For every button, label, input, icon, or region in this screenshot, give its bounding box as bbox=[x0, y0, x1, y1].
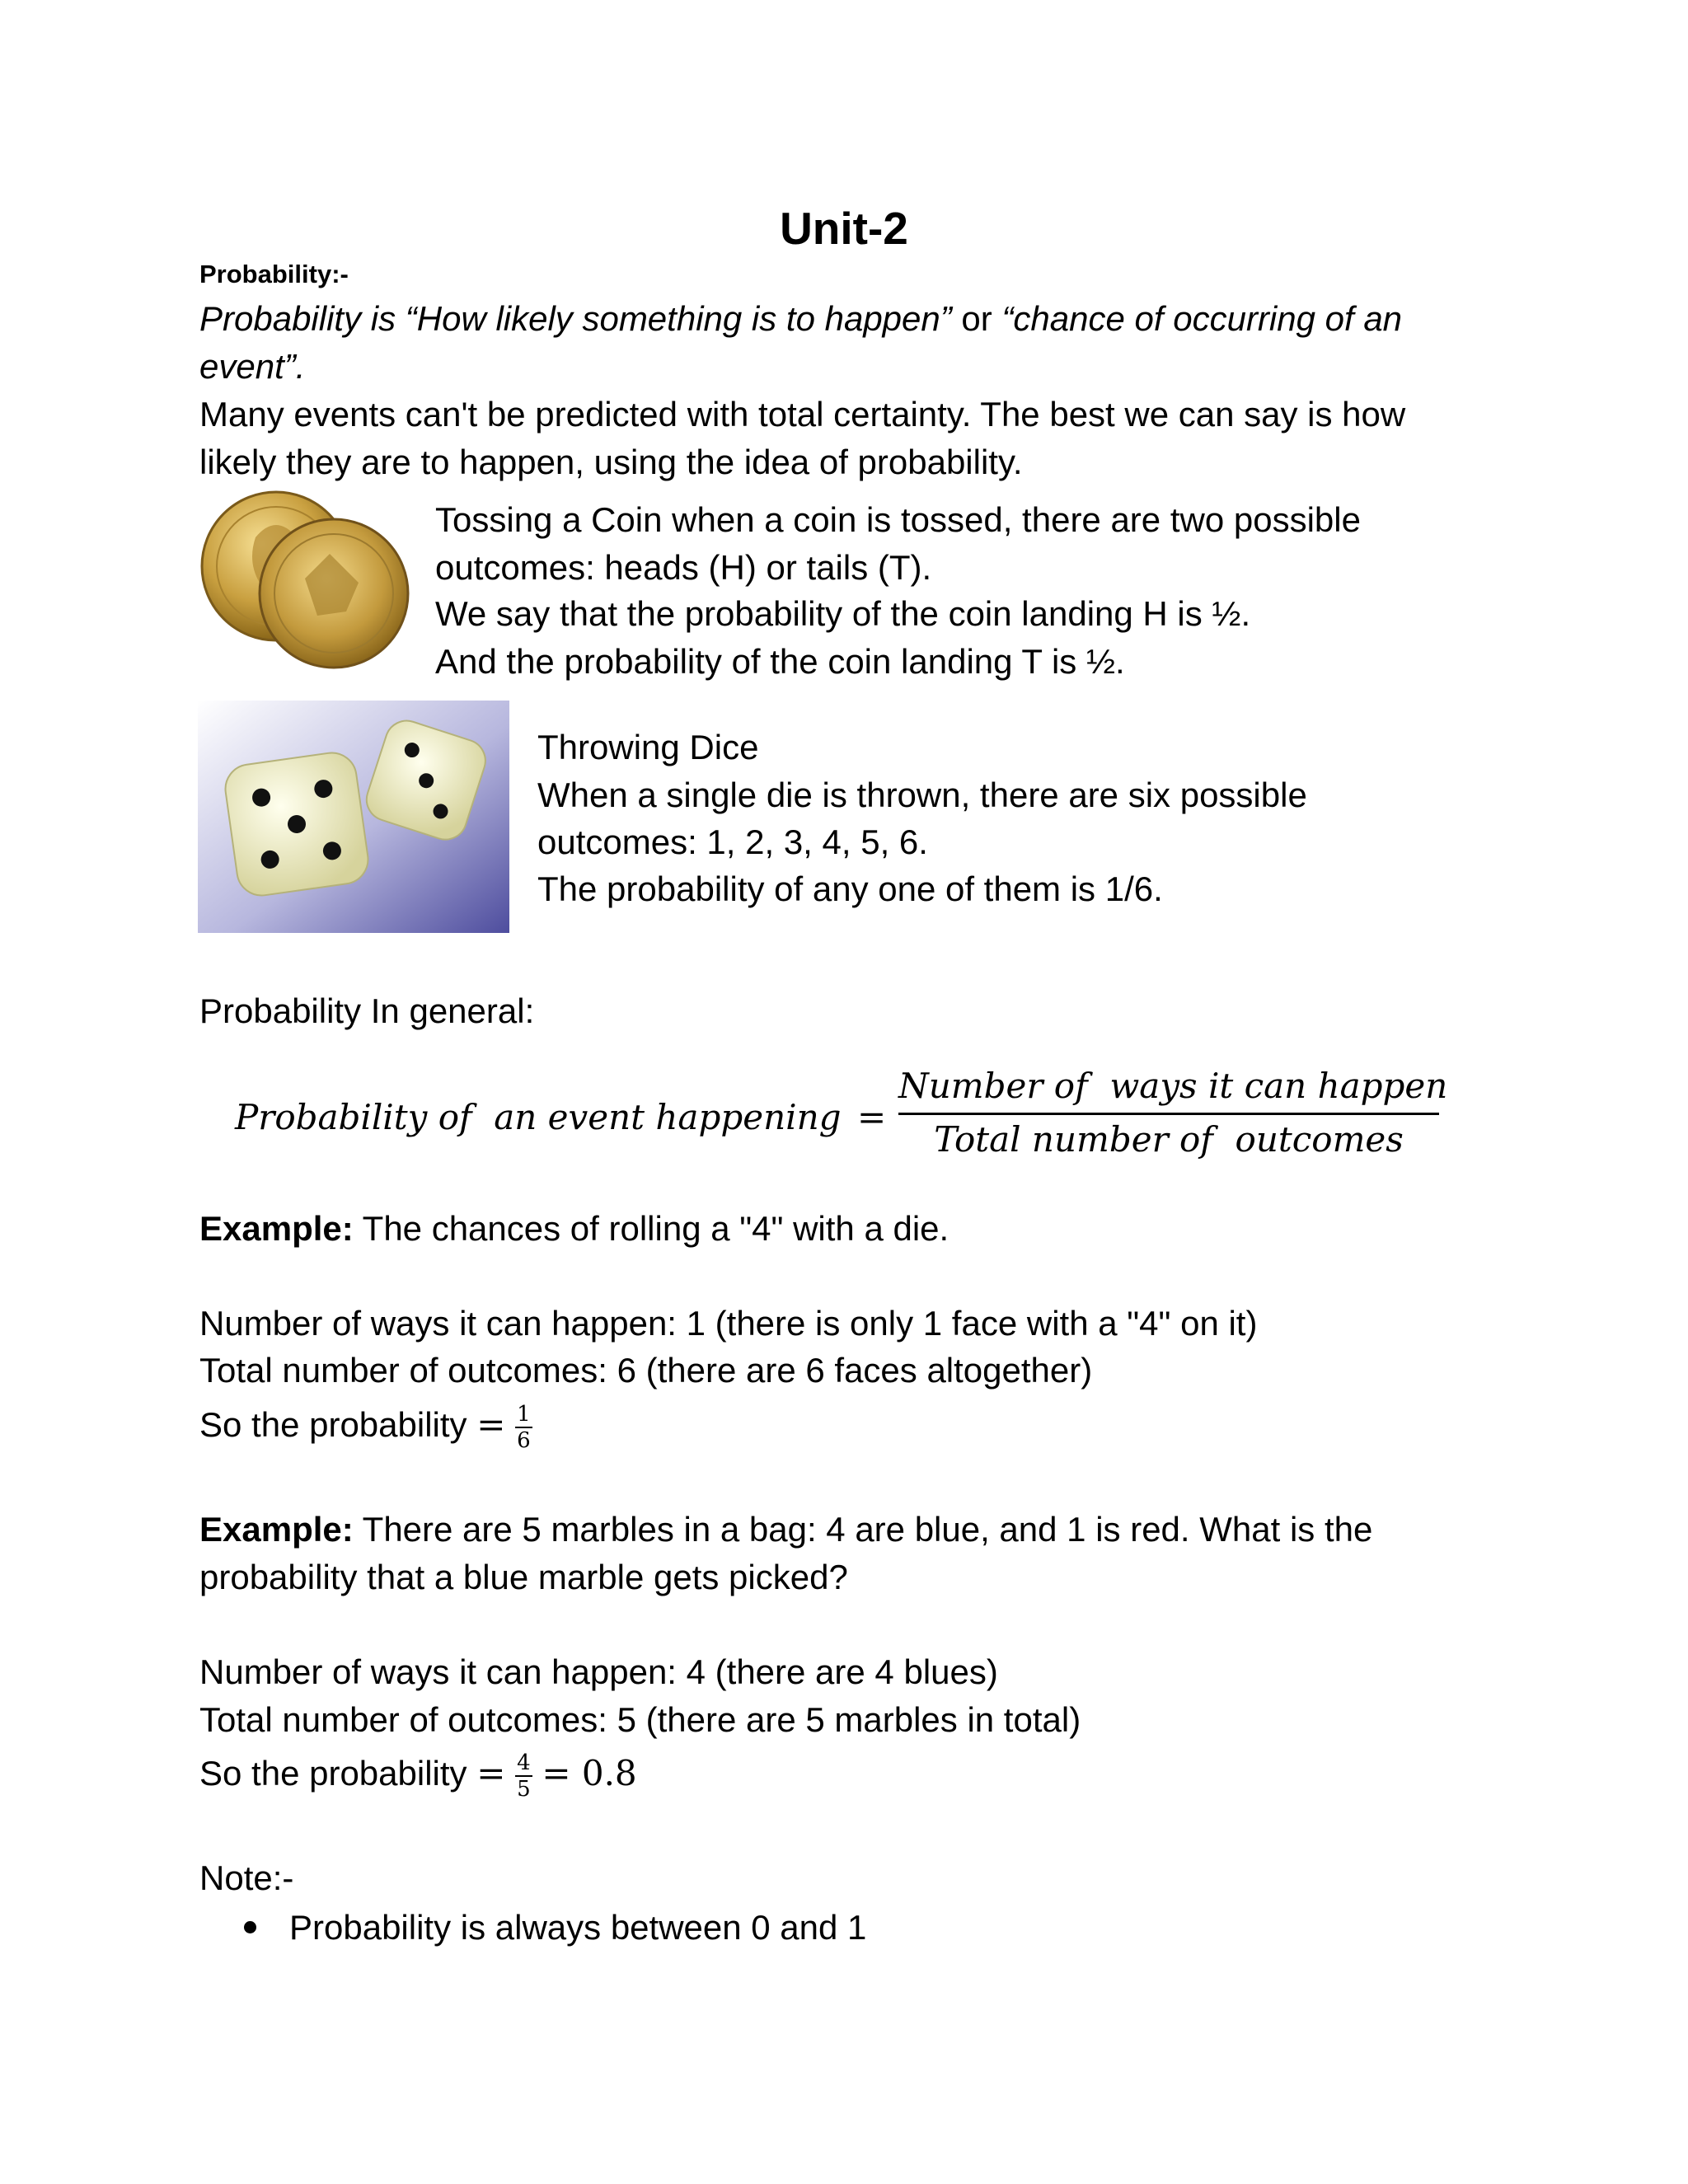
example2-result-suffix: = 0.8 bbox=[542, 1753, 637, 1793]
formula-fraction-bar bbox=[898, 1113, 1439, 1115]
coin-line-2: outcomes: heads (H) or tails (T). bbox=[435, 548, 932, 587]
bullet-icon bbox=[244, 1921, 256, 1933]
example2-text: There are 5 marbles in a bag: 4 are blue, and 1 is red. What is the bbox=[353, 1510, 1373, 1549]
example2-line-1: Number of ways it can happen: 4 (there are 4 blues) bbox=[199, 1652, 998, 1691]
example2-heading bbox=[199, 1506, 1372, 1554]
intro-line-2: likely they are to happen, using the idea of probability. bbox=[199, 443, 1023, 481]
example1-heading bbox=[199, 1205, 949, 1253]
definition-part-1: Probability is “How likely something is to happen” bbox=[199, 299, 952, 338]
coin-line-3: We say that the probability of the coin landing H is ½. bbox=[435, 594, 1251, 633]
example1-result-prefix: So the probability bbox=[199, 1405, 477, 1444]
example2-denominator: 5 bbox=[517, 1776, 531, 1802]
definition-part-2: or bbox=[951, 299, 1002, 338]
formula-denominator: Total number of outcomes bbox=[934, 1119, 1404, 1160]
coin-image bbox=[198, 488, 416, 673]
coin-line-1: Tossing a Coin when a coin is tossed, there are two possible bbox=[435, 500, 1361, 539]
note-bullet-text: Probability is always between 0 and 1 bbox=[289, 1908, 867, 1947]
dice-line-4: The probability of any one of them is 1/6. bbox=[537, 869, 1163, 908]
example1-equals: = bbox=[476, 1404, 506, 1445]
formula-equals: = bbox=[857, 1097, 887, 1137]
example1-denominator: 6 bbox=[517, 1427, 531, 1453]
example1-line-2: Total number of outcomes: 6 (there are 6 faces altogether) bbox=[199, 1351, 1093, 1390]
example1-label: Example: bbox=[199, 1209, 354, 1248]
intro-line-1: Many events can't be predicted with total certainty. The best we can say is how bbox=[199, 395, 1406, 434]
definition-line-2: event”. bbox=[199, 347, 306, 386]
example2-line-2: Total number of outcomes: 5 (there are 5 marbles in total) bbox=[199, 1700, 1081, 1739]
example2-fraction bbox=[515, 1750, 532, 1802]
coin-line-4: And the probability of the coin landing T is ½. bbox=[435, 642, 1125, 681]
note-bullet-item bbox=[244, 1904, 866, 1952]
example1-text: The chances of rolling a "4" with a die. bbox=[353, 1209, 950, 1248]
formula-lhs: Probability of an event happening bbox=[235, 1097, 842, 1137]
example2-result-prefix: So the probability bbox=[199, 1754, 477, 1793]
note-label: Note:- bbox=[199, 1858, 294, 1897]
example1-fraction bbox=[515, 1402, 532, 1453]
dice-image bbox=[198, 701, 509, 933]
example1-line-1: Number of ways it can happen: 1 (there is only 1 face with a "4" on it) bbox=[199, 1304, 1258, 1343]
example2-label: Example: bbox=[199, 1510, 354, 1549]
dice-line-3: outcomes: 1, 2, 3, 4, 5, 6. bbox=[537, 823, 928, 861]
section-heading: Probability:- bbox=[199, 260, 349, 288]
example2-equals: = bbox=[476, 1753, 506, 1793]
definition-part-3: “chance of occurring of an bbox=[1001, 299, 1403, 338]
formula-numerator: Number of ways it can happen bbox=[898, 1066, 1448, 1106]
example1-numerator: 1 bbox=[517, 1401, 531, 1427]
dice-line-2: When a single die is thrown, there are six possible bbox=[537, 776, 1307, 814]
example2-text-2: probability that a blue marble gets picked? bbox=[199, 1558, 848, 1596]
dice-line-1: Throwing Dice bbox=[537, 728, 759, 766]
definition-line-1 bbox=[199, 295, 1402, 343]
page-title: Unit-2 bbox=[780, 203, 908, 254]
general-label: Probability In general: bbox=[199, 991, 535, 1030]
example2-numerator: 4 bbox=[517, 1750, 531, 1775]
example2-result bbox=[199, 1750, 637, 1802]
formula-fraction bbox=[898, 1063, 1448, 1163]
example1-result bbox=[199, 1401, 532, 1453]
